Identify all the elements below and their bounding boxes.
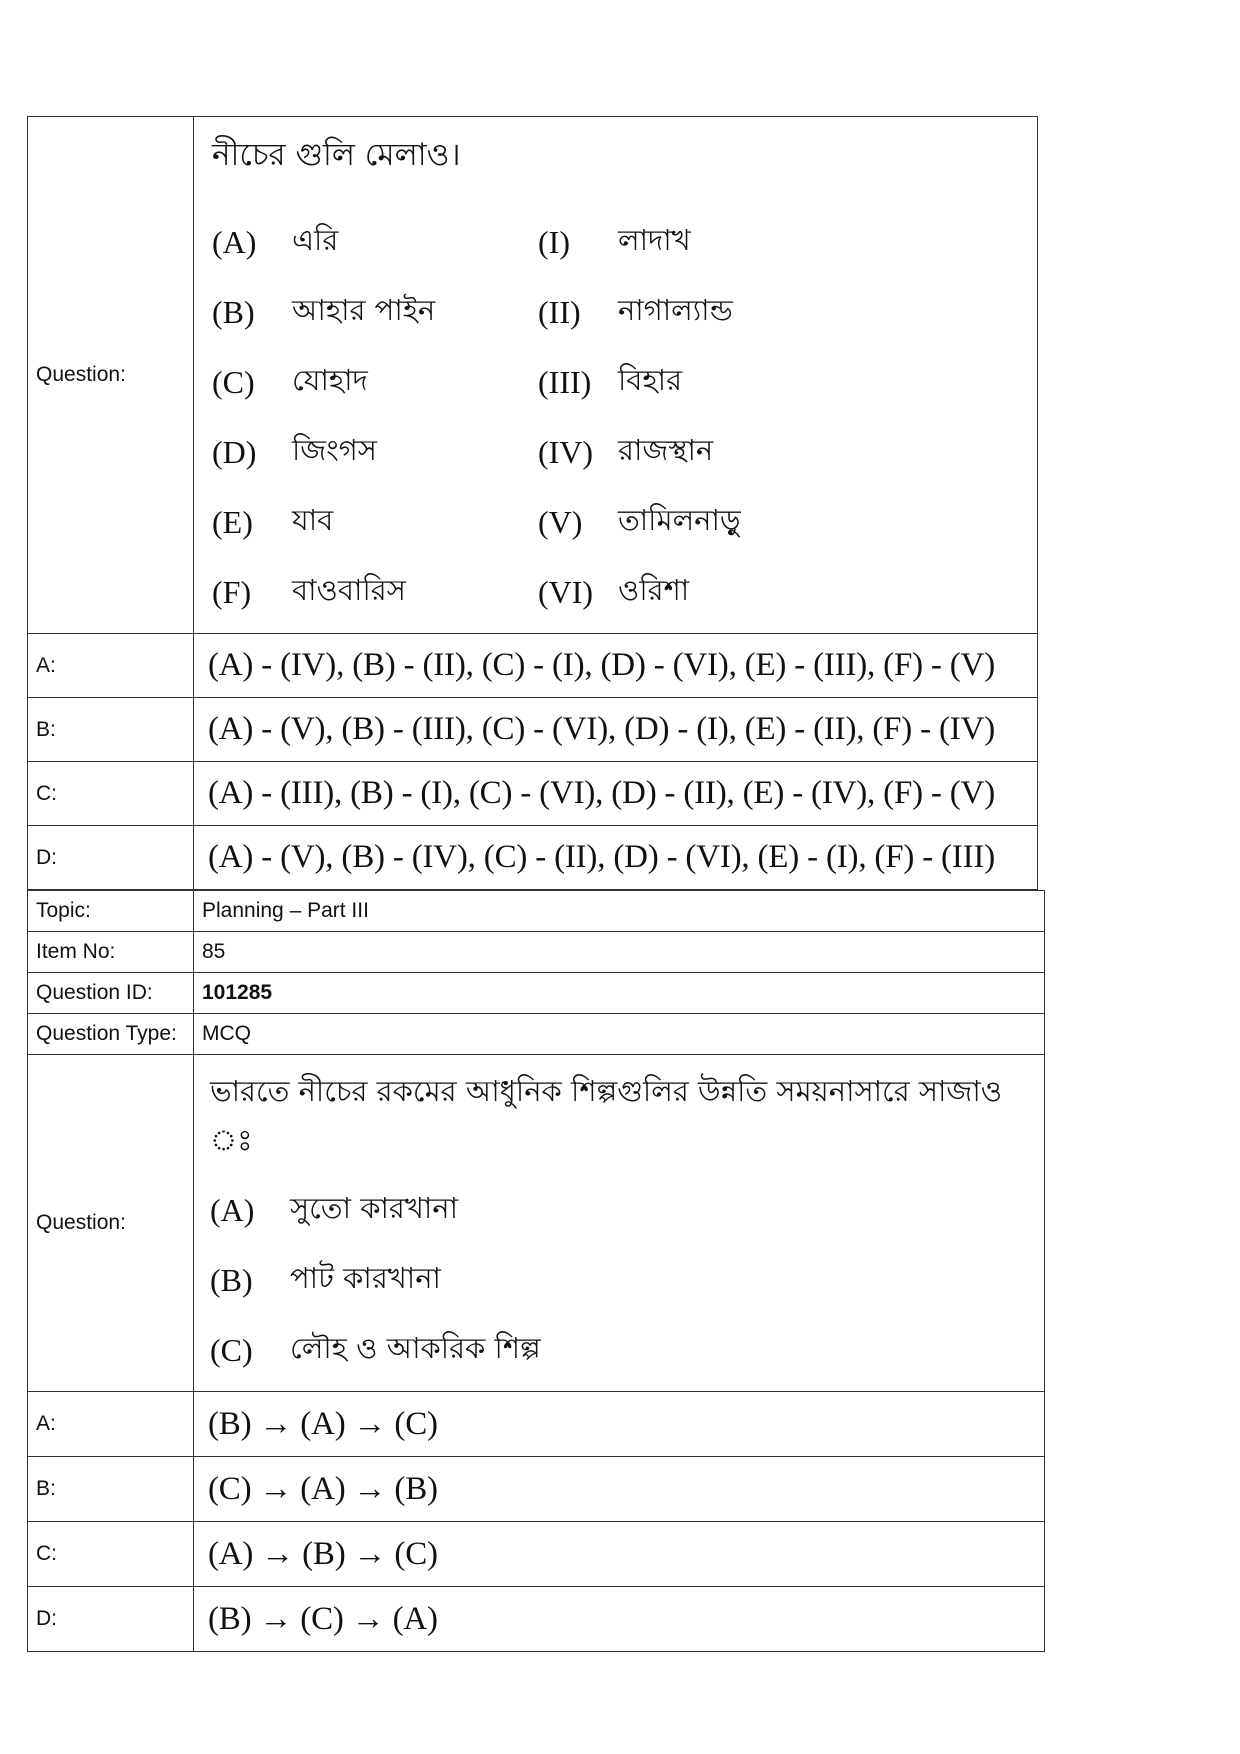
item-text: সুতো কারখানা: [290, 1190, 459, 1225]
left-item: যাব: [292, 502, 334, 537]
left-item: বাওবারিস: [292, 572, 406, 607]
match-pair: [212, 557, 1037, 627]
question-prompt: নীচের গুলি মেলাও।: [212, 137, 461, 173]
question-table-2: [27, 890, 1045, 1652]
question-id-label: Question ID:: [28, 973, 194, 1014]
question-id-value: 101285: [194, 973, 1045, 1014]
right-tag: (I): [538, 223, 570, 260]
option-text[interactable]: (A) - (V), (B) - (IV), (C) - (II), (D) - (VI), (E) - (I), (F) - (III): [194, 826, 1038, 890]
option-label: B:: [28, 698, 194, 762]
left-item: জিংগস: [292, 432, 377, 467]
option-row-a[interactable]: [28, 634, 1038, 698]
option-text[interactable]: (A) - (IV), (B) - (II), (C) - (I), (D) - (VI), (E) - (III), (F) - (V): [194, 634, 1038, 698]
option-label: B:: [28, 1457, 194, 1522]
right-item: ওরিশা: [618, 572, 690, 607]
option-row-c[interactable]: [28, 1522, 1045, 1587]
order-item: [210, 1245, 1044, 1315]
right-item: তামিলনাড়ু: [618, 502, 741, 537]
question-row: [28, 117, 1038, 634]
question-label: Question:: [28, 1055, 194, 1392]
question-row: [28, 1055, 1045, 1392]
right-tag: (V): [538, 503, 583, 540]
right-item: রাজস্থান: [618, 432, 714, 467]
question-body: [194, 117, 1038, 634]
right-item: লাদাখ: [618, 222, 691, 257]
match-pair: [212, 207, 1037, 277]
left-item: এরি: [292, 222, 339, 257]
right-tag: (II): [538, 293, 581, 330]
option-row-d[interactable]: [28, 826, 1038, 890]
option-text[interactable]: (A) - (III), (B) - (I), (C) - (VI), (D) - (II), (E) - (IV), (F) - (V): [194, 762, 1038, 826]
option-text[interactable]: (B) → (C) → (A): [194, 1587, 1045, 1652]
right-tag: (VI): [538, 573, 594, 610]
option-label: A:: [28, 634, 194, 698]
left-tag: (D): [212, 433, 257, 470]
option-text[interactable]: (C) → (A) → (B): [194, 1457, 1045, 1522]
option-row-b[interactable]: [28, 1457, 1045, 1522]
left-tag: (B): [212, 293, 255, 330]
match-pair: [212, 487, 1037, 557]
right-item: নাগাল্যান্ড: [618, 292, 733, 327]
item-tag: (B): [210, 1261, 253, 1298]
match-pairs: [212, 207, 1037, 627]
topic-value: Planning – Part III: [194, 891, 1045, 932]
item-text: পাট কারখানা: [290, 1260, 441, 1295]
option-row-d[interactable]: [28, 1587, 1045, 1652]
question-id-row: [28, 973, 1045, 1014]
option-label: D:: [28, 1587, 194, 1652]
item-tag: (A): [210, 1191, 255, 1228]
question-type-row: [28, 1014, 1045, 1055]
left-tag: (F): [212, 573, 252, 610]
left-tag: (A): [212, 223, 257, 260]
item-no-value: 85: [194, 932, 1045, 973]
option-label: C:: [28, 1522, 194, 1587]
question-label: Question:: [28, 117, 194, 634]
order-item: [210, 1315, 1044, 1385]
option-text[interactable]: (A) - (V), (B) - (III), (C) - (VI), (D) - (I), (E) - (II), (F) - (IV): [194, 698, 1038, 762]
option-text[interactable]: (B) → (A) → (C): [194, 1392, 1045, 1457]
left-tag: (E): [212, 503, 253, 540]
item-tag: (C): [210, 1331, 253, 1368]
question-prompt: ভারতে নীচের রকমের আধুনিক শিল্পগুলির উন্নতি সময়নাসারে সাজাও ঃ: [210, 1074, 1003, 1157]
match-pair: [212, 347, 1037, 417]
right-tag: (IV): [538, 433, 594, 470]
question-type-label: Question Type:: [28, 1014, 194, 1055]
right-item: বিহার: [618, 362, 683, 397]
match-pair: [212, 277, 1037, 347]
option-row-a[interactable]: [28, 1392, 1045, 1457]
option-text[interactable]: (A) → (B) → (C): [194, 1522, 1045, 1587]
match-pair: [212, 417, 1037, 487]
right-tag: (III): [538, 363, 592, 400]
left-item: আহার পাইন: [292, 292, 436, 327]
topic-row: [28, 891, 1045, 932]
option-row-c[interactable]: [28, 762, 1038, 826]
option-row-b[interactable]: [28, 698, 1038, 762]
question-table-1: [27, 116, 1038, 890]
left-tag: (C): [212, 363, 255, 400]
option-label: D:: [28, 826, 194, 890]
item-no-label: Item No:: [28, 932, 194, 973]
option-label: C:: [28, 762, 194, 826]
item-no-row: [28, 932, 1045, 973]
order-item: [210, 1175, 1044, 1245]
left-item: যোহাদ: [292, 362, 368, 397]
question-body: [194, 1055, 1045, 1392]
question-type-value: MCQ: [194, 1014, 1045, 1055]
item-text: লৌহ ও আকরিক শিল্প: [290, 1330, 541, 1365]
topic-label: Topic:: [28, 891, 194, 932]
option-label: A:: [28, 1392, 194, 1457]
